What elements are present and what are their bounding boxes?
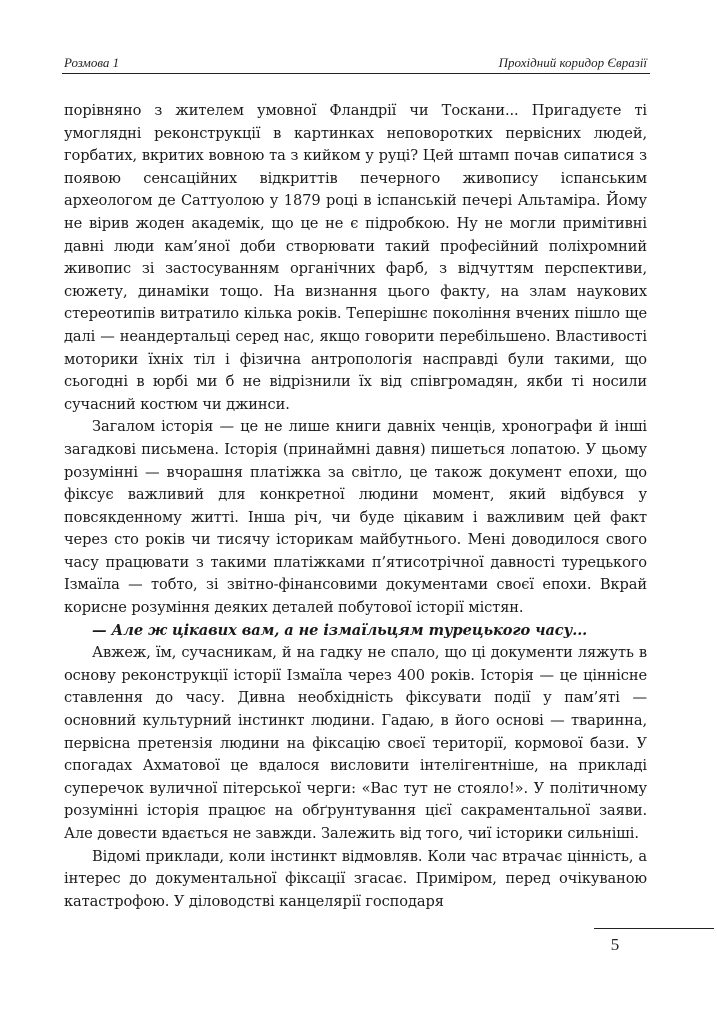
paragraph: порівняно з жителем умовної Фландрії чи Тоскани... Пригадуєте ті умоглядні реконструкції в картинках неповоротких первісних людей, горбатих, вкритих вовною та з кийком у руці? Цей штамп почав сипатися з появою сенсаційних відкриттів печерного живопису іспанським археологом де Саттуолою у 1879 році в іспанській печері Альтаміра. Йому не вірив жоден академік, що це не є підробкою. Ну не могли примітивні давні люди кам’яної доби створювати такий професійний поліхромний живопис зі застосуванням органічних фарб, з відчуттям перспективи, сюжету, динаміки тощо. На визнання цього факту, на злам наукових стереотипів витратило кілька років. Теперішнє покоління вчених пішло ще далі — неандертальці серед нас, якщо говорити перебільшено. Властивості моторики їхніх тіл і фізична антропологія насправді були такими, що сьогодні в юрбі ми б не відрізнили їх від співгромадян, якби ті носили сучасний костюм чи джинси. [64,102,647,413]
page-number: 5 [610,935,620,954]
interviewer-question: — Але ж цікавих вам, а не ізмаїльцям турецького часу... [92,621,588,639]
running-header [64,55,647,71]
paragraph: Відомі приклади, коли інстинкт відмовляв. Коли час втрачає цінність, а інтерес до документальної фіксації згасає. Приміром, перед очікуваною катастрофою. У діловодстві канцелярії господаря [64,847,647,910]
running-header-left: Розмова 1 [64,55,120,70]
header-rule [62,73,650,74]
paragraph: Авжеж, їм, сучасникам, й на гадку не спало, що ці документи ляжуть в основу реконструкції історії Ізмаїла через 400 років. Історія — це ціннісне ставлення до часу. Дивна необхідність фіксувати події у пам’яті — основний культурний інстинкт людини. Гадаю, в його основі — тваринна, первісна претензія людини на фіксацію своєї території, кормової бази. У спогадах Ахматової це вдалося висловити інтелігентніше, на прикладі суперечок вуличної пітерської черги: «Вас тут не стояло!». У політичному розумінні історія працює на обґрунтування цієї сакраментальної заяви. Але довести вдається не завжди. Залежить від того, чиї історики сильніші. [64,644,647,842]
page-number-rule [594,928,714,929]
body-text [64,100,647,913]
running-header-right: Прохідний коридор Євразії [498,55,647,70]
paragraph: Загалом історія — це не лише книги давніх ченців, хронографи й інші загадкові письмена. Історія (принаймні давня) пишеться лопатою. У цьому розумінні — вчорашня платіжка за світло, це також документ епохи, що фіксує важливий для конкретної людини момент, який відбувся у повсякденному житті. Інша річ, чи буде цікавим і важливим цей факт через сто років чи тисячу історикам майбутнього. Мені доводилося свого часу працювати з такими платіжками п’ятисотрічної давності турецького Ізмаїла — тобто, зі звітно-фінансовими документами своєї епохи. Вкрай корисне розуміння деяких деталей побутової історії містян. [64,418,647,617]
